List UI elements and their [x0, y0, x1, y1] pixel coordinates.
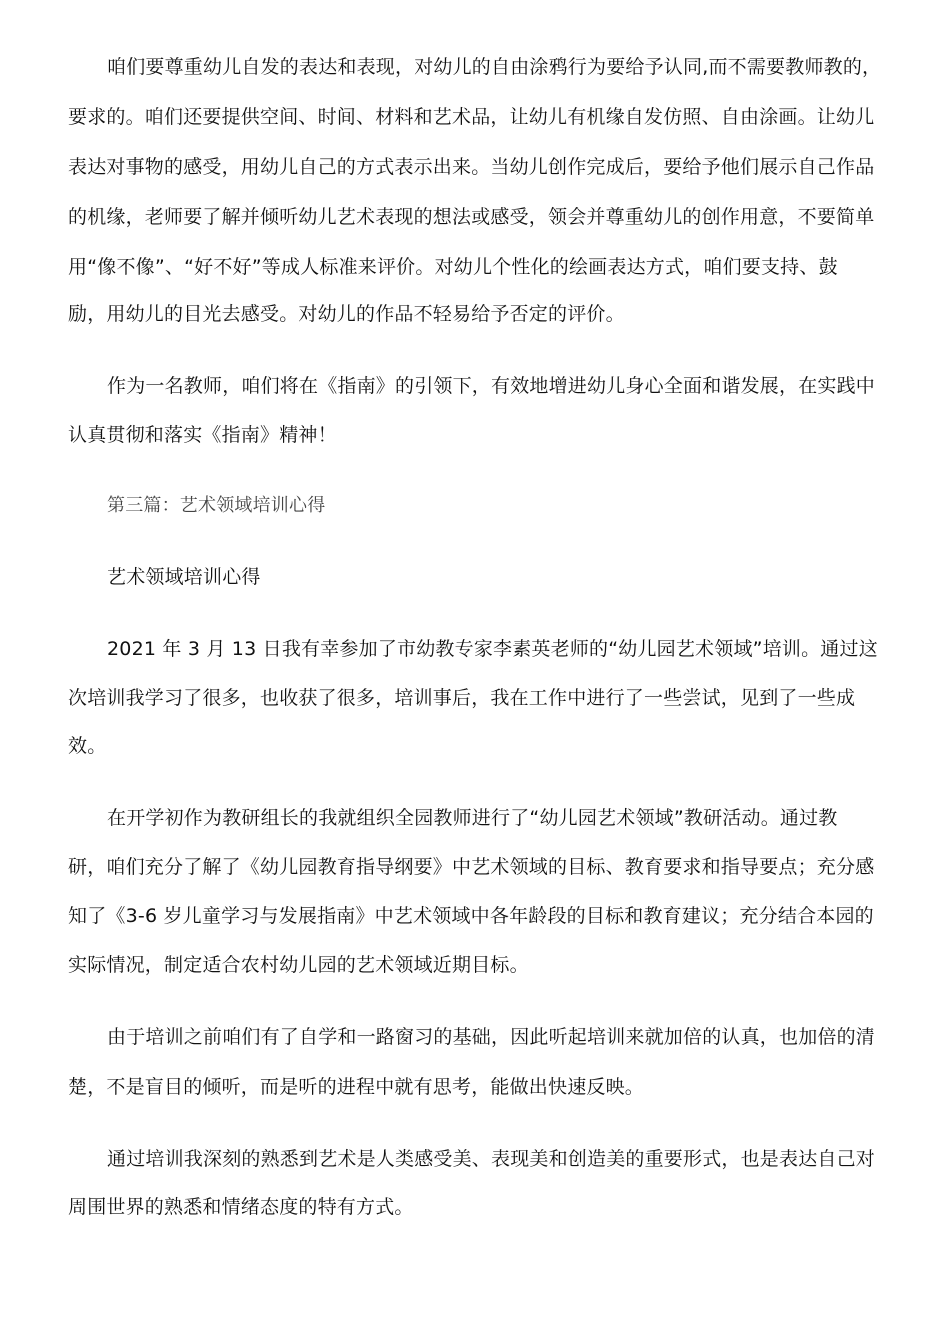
text-line: 效。	[68, 735, 107, 757]
text-line: 次培训我学习了很多，也收获了很多，培训事后，我在工作中进行了一些尝试，见到了一些成	[68, 687, 856, 709]
text-line: 在开学初作为教研组长的我就组织全园教师进行了“幼儿园艺术领域”教研活动。通过教	[107, 807, 838, 829]
text-line: 咱们要尊重幼儿自发的表达和表现，对幼儿的自由涂鸦行为要给予认同,而不需要教师教的，	[107, 56, 882, 78]
text-line: 要求的。咱们还要提供空间、时间、材料和艺术品，让幼儿有机缘自发仿照、自由涂画。让幼儿	[68, 106, 875, 128]
text-line: 表达对事物的感受，用幼儿自己的方式表示出来。当幼儿创作完成后，要给予他们展示自己作品	[68, 156, 875, 178]
text-line: 知了《3-6 岁儿童学习与发展指南》中艺术领域中各年龄段的目标和教育建议；充分结合本园的	[68, 905, 874, 927]
text-line: 楚，不是盲目的倾听，而是听的进程中就有思考，能做出快速反映。	[68, 1076, 645, 1098]
text-line: 实际情况，制定适合农村幼儿园的艺术领域近期目标。	[68, 954, 529, 976]
text-line: 2021 年 3 月 13 日我有幸参加了市幼教专家李素英老师的“幼儿园艺术领域”培训。通过这	[107, 638, 878, 660]
text-line: 通过培训我深刻的熟悉到艺术是人类感受美、表现美和创造美的重要形式，也是表达自己对	[107, 1148, 876, 1170]
text-line: 用“像不像”、“好不好”等成人标准来评价。对幼儿个性化的绘画表达方式，咱们要支持、鼓	[68, 256, 838, 278]
text-line: 周围世界的熟悉和情绪态度的特有方式。	[68, 1196, 414, 1218]
section-heading: 第三篇：艺术领域培训心得	[107, 495, 326, 516]
article-title: 艺术领域培训心得	[107, 566, 261, 588]
text-line: 由于培训之前咱们有了自学和一路窗习的基础，因此听起培训来就加倍的认真，也加倍的清	[107, 1026, 876, 1048]
text-line: 励，用幼儿的目光去感受。对幼儿的作品不轻易给予否定的评价。	[68, 303, 625, 325]
text-line: 研，咱们充分了解了《幼儿园教育指导纲要》中艺术领域的目标、教育要求和指导要点；充分感	[68, 856, 875, 878]
text-line: 作为一名教师，咱们将在《指南》的引领下，有效地增进幼儿身心全面和谐发展，在实践中	[107, 375, 876, 397]
text-line: 的机缘，老师要了解并倾听幼儿艺术表现的想法或感受，领会并尊重幼儿的创作用意，不要简单	[68, 206, 875, 228]
text-line: 认真贯彻和落实《指南》精神！	[68, 424, 337, 446]
